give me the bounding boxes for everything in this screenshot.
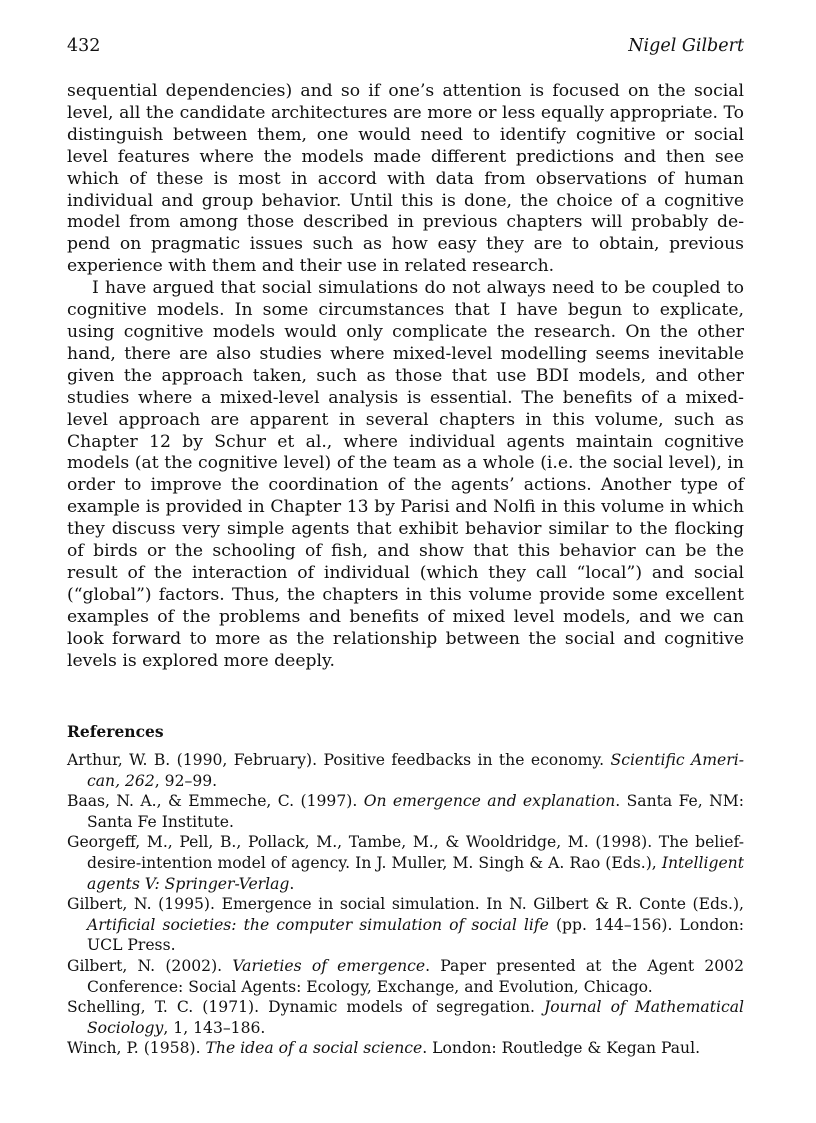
running-head-author: Nigel Gilbert <box>628 36 744 56</box>
reference-item: Baas, N. A., & Emmeche, C. (1997). On emergence and explanation. Santa Fe, NM: Santa Fe Institute. <box>67 792 744 831</box>
page-number: 432 <box>67 36 101 56</box>
reference-item: Gilbert, N. (2002). Varieties of emergence. Paper presented at the Agent 2002 Conference: Social Agents: Ecology, Exchange, and Evolution, Chicago. <box>67 956 745 996</box>
reference-item: Arthur, W. B. (1990, February). Positive feedbacks in the economy. Scientific American, 262, 92–99. <box>67 751 744 790</box>
body-text <box>67 81 744 672</box>
references-heading: References <box>67 722 164 741</box>
body-paragraph-2: I have argued that social simulations do not always need to be coupled to cognitive models. In some circumstances that I have begun to explicate, using cognitive models would only complicate the research. On the other hand, there are also studies where mixed-level modelling seems inevitable given the approach taken, such as those that use BDI models, and other studies where a mixed-level analysis is essential. The benefits of a mixed-level approach are apparent in several chapters in this volume, such as Chapter 12 by Schur et al., where individual agents maintain cognitive models (at the cognitive level) of the team as a whole (i.e. the social level), in order to improve the coordination of the agents’ actions. Another type of example is provided in Chapter 13 by Parisi and Nolfi in this volume in which they discuss very simple agents that exhibit behavior similar to the flocking of birds or the schooling of fish, and show that this behavior can be the result of the interaction of individual (which they call “local”) and social (“global”) factors. Thus, the chapters in this volume provide some excellent examples of the problems and benefits of mixed level models, and we can look forward to more as the relationship between the social and cognitive levels is explored more deeply. <box>67 278 744 671</box>
body-paragraph-1: sequential dependencies) and so if one’s attention is focused on the social level, all the candidate architectures are more or less equally appropriate. To distinguish between them, one would need to identify cognitive or social level features where the models made different predictions and then see which of these is most in accord with data from observations of human individual and group behavior. Until this is done, the choice of a cognitive model from among those described in previous chapters will probably depend on pragmatic issues such as how easy they are to obtain, previous experience with them and their use in related research. <box>67 81 744 277</box>
reference-item: Winch, P. (1958). The idea of a social science. London: Routledge & Kegan Paul. <box>67 1039 701 1058</box>
reference-item: Gilbert, N. (1995). Emergence in social simulation. In N. Gilbert & R. Conte (Eds.), Artificial societies: the computer simulation of social life (pp. 144–156). London: UCL Press. <box>67 895 744 955</box>
reference-item: Schelling, T. C. (1971). Dynamic models of segregation. Journal of Mathematical Sociology, 1, 143–186. <box>67 998 744 1037</box>
reference-item: Georgeff, M., Pell, B., Pollack, M., Tambe, M., & Wooldridge, M. (1998). The belief-desire-intention model of agency. In J. Muller, M. Singh & A. Rao (Eds.), Intelligent agents V: Springer-Verlag. <box>67 833 744 893</box>
references-list <box>67 750 744 1059</box>
